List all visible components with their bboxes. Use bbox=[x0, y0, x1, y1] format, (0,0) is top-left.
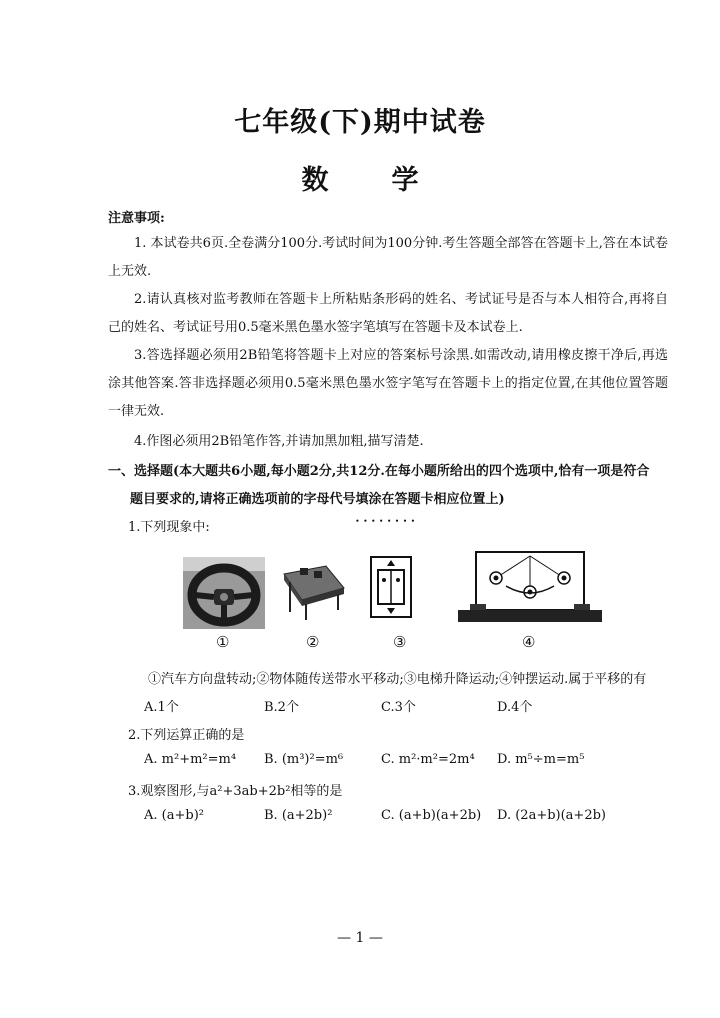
q3-option-d: D. (2a+b)(a+2b) bbox=[497, 808, 606, 823]
q2-option-d: D. m⁵÷m=m⁵ bbox=[497, 752, 585, 767]
q3-stem: 3.观察图形,与a²+3ab+2b²相等的是 bbox=[128, 784, 343, 799]
fig-label-3: ③ bbox=[393, 633, 407, 651]
section-heading bbox=[108, 458, 668, 514]
fig-label-2: ② bbox=[306, 633, 320, 651]
notice-item-4: 4.作图必须用2B铅笔作答,并请加黑加粗,描写清楚. bbox=[134, 434, 424, 449]
notice-item-2: 2.请认真核对监考教师在答题卡上所粘贴条形码的姓名、考试证号是否与本人相符合,再将自己的姓名、考试证号用0.5毫米黑色墨水签字笔填写在答题卡及本试卷上. bbox=[108, 292, 668, 335]
elevator-image bbox=[370, 556, 412, 618]
subject-title: 数 学 bbox=[301, 165, 437, 196]
q3-option-a: A. (a+b)² bbox=[144, 808, 204, 823]
q2-stem: 2.下列运算正确的是 bbox=[128, 728, 245, 743]
q2-option-a: A. m²+m²=m⁴ bbox=[144, 752, 237, 767]
q1-stem: 1.下列现象中: bbox=[128, 520, 210, 535]
pendulum-image bbox=[456, 550, 604, 626]
steering-wheel-image bbox=[183, 557, 265, 629]
q1-option-a: A.1个 bbox=[144, 700, 179, 715]
fig-label-1: ① bbox=[216, 633, 230, 651]
q3-option-b: B. (a+2b)² bbox=[264, 808, 333, 823]
section-heading-line1: 一、选择题(本大题共6小题,每小题2分,共12分.在每小题所给出的四个选项中,恰有一项是符合 bbox=[108, 464, 650, 479]
page-number: — 1 — bbox=[337, 930, 383, 946]
exam-title: 七年级(下)期中试卷 bbox=[234, 107, 486, 138]
q1-option-b: B.2个 bbox=[264, 700, 299, 715]
fig-label-4: ④ bbox=[522, 633, 536, 651]
notice-item-1: 1. 本试卷共6页.全卷满分100分.考试时间为100分钟.考生答题全部答在答题卡上,答在本试卷上无效. bbox=[108, 236, 668, 279]
q1-option-c: C.3个 bbox=[381, 700, 416, 715]
q2-option-c: C. m²·m²=2m⁴ bbox=[381, 752, 475, 767]
q1-description: ①汽车方向盘转动;②物体随传送带水平移动;③电梯升降运动;④钟摆运动.属于平移的有 bbox=[148, 672, 647, 687]
q2-option-b: B. (m³)²=m⁶ bbox=[264, 752, 344, 767]
q1-option-d: D.4个 bbox=[497, 700, 533, 715]
q3-option-c: C. (a+b)(a+2b) bbox=[381, 808, 482, 823]
conveyor-belt-image bbox=[280, 562, 346, 622]
notice-item-3: 3.答选择题必须用2B铅笔将答题卡上对应的答案标号涂黑.如需改动,请用橡皮擦干净后,再选涂其他答案.答非选择题必须用0.5毫米黑色墨水签字笔写在答题卡上的指定位置,在其他位置答题一律无效. bbox=[108, 348, 668, 419]
notice-heading: 注意事项: bbox=[108, 211, 165, 226]
section-heading-line2: 题目要求的,请将正确选项前的字母代号填涂在答题卡相应位置上 • • ) bbox=[108, 486, 668, 514]
